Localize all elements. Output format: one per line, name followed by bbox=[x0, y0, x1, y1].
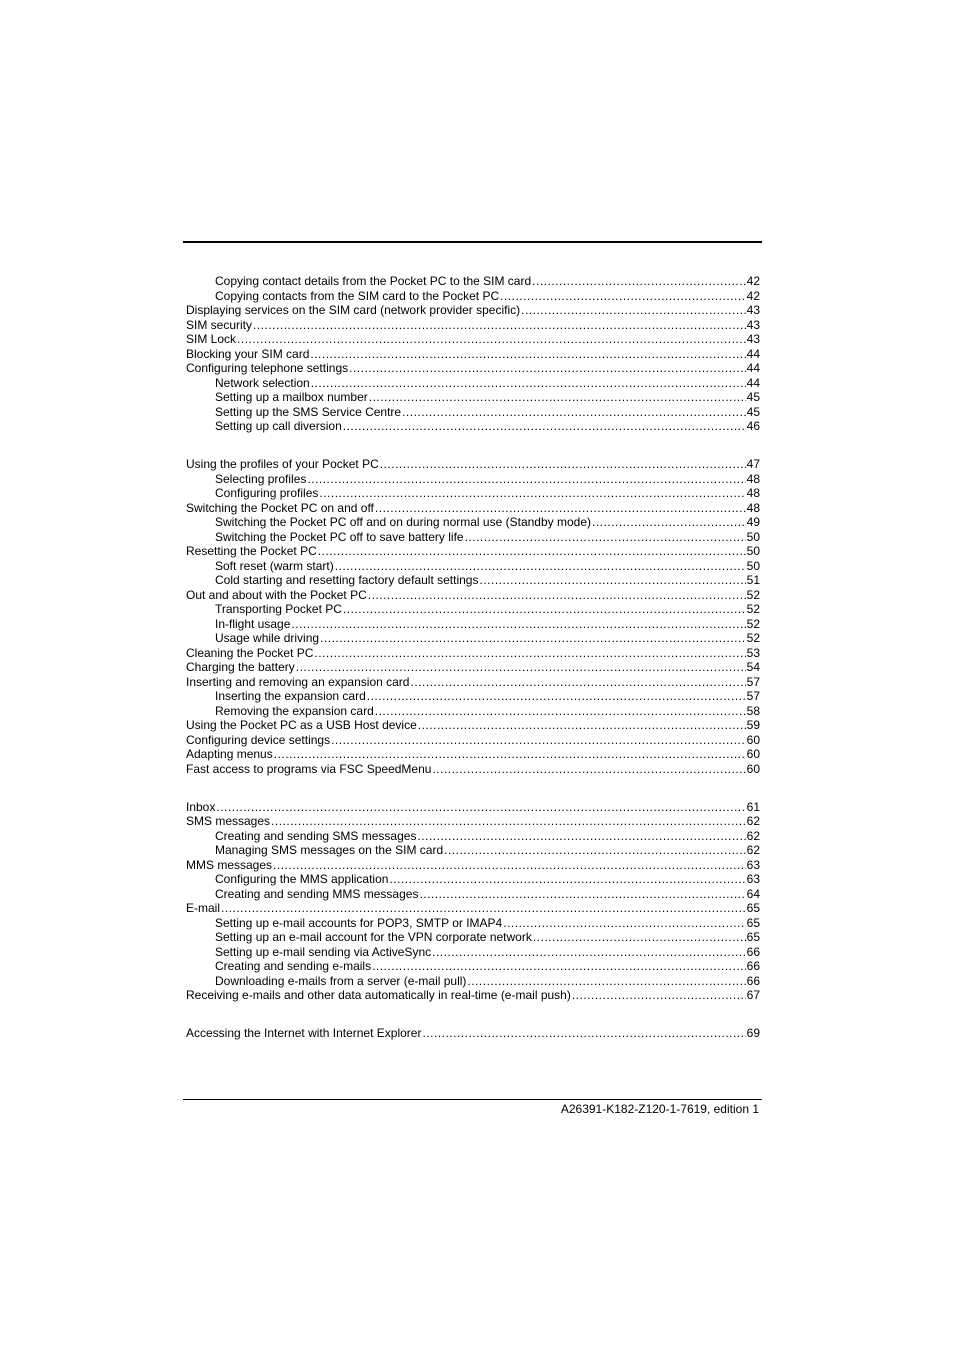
toc-entry-title: Configuring the MMS application bbox=[215, 872, 389, 886]
toc-entry[interactable] bbox=[186, 762, 760, 777]
toc-subentry[interactable] bbox=[186, 974, 760, 989]
toc-subentry[interactable] bbox=[186, 872, 760, 887]
toc-subentry[interactable] bbox=[186, 959, 760, 974]
toc-subentry[interactable] bbox=[186, 829, 760, 844]
toc-entry[interactable] bbox=[186, 1026, 760, 1041]
toc-entry-page: 59 bbox=[746, 718, 760, 732]
toc-entry[interactable] bbox=[186, 457, 760, 472]
toc-entry-title: Using the Pocket PC as a USB Host device bbox=[186, 718, 417, 732]
toc-entry-title: Resetting the Pocket PC bbox=[186, 544, 317, 558]
toc-entry-page: 62 bbox=[746, 814, 760, 828]
toc-entry-page: 43 bbox=[746, 303, 760, 317]
section-gap bbox=[186, 776, 760, 800]
toc-leader-dots bbox=[237, 332, 746, 347]
toc-entry-title: MMS messages bbox=[186, 857, 273, 872]
toc-entry-page: 43 bbox=[746, 317, 760, 332]
toc-leader-dots bbox=[314, 646, 745, 661]
toc-entry-page: 48 bbox=[746, 486, 760, 500]
toc-subentry[interactable] bbox=[186, 274, 760, 289]
toc-entry-title: SIM security bbox=[186, 317, 253, 332]
toc-entry-title: Inbox bbox=[186, 799, 216, 814]
toc-entry-title: Transporting Pocket PC bbox=[215, 602, 342, 616]
toc-leader-dots bbox=[320, 631, 746, 646]
toc-leader-dots bbox=[572, 988, 746, 1003]
toc-leader-dots bbox=[422, 1026, 745, 1041]
toc-entry-title: Copying contact details from the Pocket PC to the SIM card bbox=[215, 274, 532, 288]
toc-entry-title: Soft reset (warm start) bbox=[215, 558, 334, 573]
toc-entry[interactable] bbox=[186, 588, 760, 603]
toc-entry-page: 66 bbox=[746, 959, 760, 973]
toc-subentry[interactable] bbox=[186, 602, 760, 617]
toc-leader-dots bbox=[372, 959, 746, 974]
toc-entry-title: Configuring profiles bbox=[215, 486, 319, 500]
toc-subentry[interactable] bbox=[186, 405, 760, 420]
toc-subentry[interactable] bbox=[186, 916, 760, 931]
toc-leader-dots bbox=[274, 747, 746, 762]
toc-entry-title: Creating and sending SMS messages bbox=[215, 828, 417, 843]
toc-entry-title: Setting up call diversion bbox=[215, 419, 342, 433]
toc-entry[interactable] bbox=[186, 675, 760, 690]
toc-entry-page: 52 bbox=[746, 631, 760, 645]
toc-leader-dots bbox=[273, 858, 746, 873]
toc-subentry[interactable] bbox=[186, 843, 760, 858]
toc-entry-title: Copying contacts from the SIM card to the Pocket PC bbox=[215, 288, 500, 303]
toc-subentry[interactable] bbox=[186, 472, 760, 487]
toc-entry-title: SMS messages bbox=[186, 814, 271, 828]
toc-leader-dots bbox=[296, 660, 746, 675]
toc-leader-dots bbox=[389, 872, 745, 887]
toc-entry-title: Blocking your SIM card bbox=[186, 346, 310, 361]
section-gap bbox=[186, 1003, 760, 1027]
toc-entry[interactable] bbox=[186, 544, 760, 559]
toc-entry-title: Configuring telephone settings bbox=[186, 361, 349, 375]
toc-entry[interactable] bbox=[186, 303, 760, 318]
toc-entry-title: E-mail bbox=[186, 901, 221, 915]
toc-leader-dots bbox=[402, 405, 746, 420]
toc-subentry[interactable] bbox=[186, 704, 760, 719]
toc-entry-title: Setting up an e-mail account for the VPN corporate network bbox=[215, 930, 532, 944]
toc-entry-page: 48 bbox=[746, 471, 760, 486]
toc-subentry[interactable] bbox=[186, 573, 760, 588]
toc-leader-dots bbox=[465, 530, 746, 545]
toc-entry-title: Cleaning the Pocket PC bbox=[186, 645, 314, 660]
toc-subentry[interactable] bbox=[186, 945, 760, 960]
toc-entry-title: Removing the expansion card bbox=[215, 703, 374, 718]
toc-entry-page: 66 bbox=[746, 944, 760, 959]
toc-entry-page: 60 bbox=[746, 747, 760, 761]
toc-entry-page: 58 bbox=[746, 703, 760, 718]
toc-entry-page: 57 bbox=[746, 674, 760, 689]
toc-entry-title: SIM Lock bbox=[186, 332, 237, 346]
toc-entry-page: 42 bbox=[746, 288, 760, 303]
toc-leader-dots bbox=[380, 457, 746, 472]
toc-entry-page: 66 bbox=[746, 973, 760, 988]
section-gap bbox=[186, 434, 760, 458]
header-rule bbox=[183, 241, 762, 243]
toc-entry-title: Downloading e-mails from a server (e-mail pull) bbox=[215, 973, 467, 988]
toc-entry-page: 45 bbox=[746, 390, 760, 404]
toc-subentry[interactable] bbox=[186, 289, 760, 304]
toc-leader-dots bbox=[343, 602, 746, 617]
toc-entry[interactable] bbox=[186, 318, 760, 333]
toc-leader-dots bbox=[310, 347, 745, 362]
toc-leader-dots bbox=[503, 916, 745, 931]
toc-entry-title: Charging the battery bbox=[186, 660, 295, 674]
toc-subentry[interactable] bbox=[186, 486, 760, 501]
toc-leader-dots bbox=[253, 318, 746, 333]
toc-entry-title: Inserting and removing an expansion card bbox=[186, 674, 410, 689]
toc-entry-title: Configuring device settings bbox=[186, 732, 331, 747]
toc-leader-dots bbox=[368, 588, 746, 603]
toc-entry-page: 60 bbox=[746, 732, 760, 747]
toc-entry-title: Managing SMS messages on the SIM card bbox=[215, 843, 444, 857]
toc-subentry[interactable] bbox=[186, 376, 760, 391]
toc-leader-dots bbox=[335, 559, 746, 574]
toc-subentry[interactable] bbox=[186, 390, 760, 405]
toc-entry-page: 50 bbox=[746, 544, 760, 558]
toc-entry-page: 50 bbox=[746, 529, 760, 544]
toc-entry-title: Accessing the Internet with Internet Explorer bbox=[186, 1026, 422, 1040]
toc-entry-page: 52 bbox=[746, 616, 760, 631]
toc-entry-page: 62 bbox=[746, 843, 760, 857]
toc-entry-title: Fast access to programs via FSC SpeedMenu bbox=[186, 761, 432, 776]
toc-leader-dots bbox=[592, 515, 746, 530]
document-id: A26391-K182-Z120-1-7619, edition 1 bbox=[560, 1102, 759, 1116]
toc-subentry[interactable] bbox=[186, 530, 760, 545]
toc-entry[interactable] bbox=[186, 747, 760, 762]
toc-entry-page: 43 bbox=[746, 332, 760, 346]
toc-leader-dots bbox=[367, 689, 746, 704]
toc-leader-dots bbox=[307, 472, 745, 487]
toc-entry-title: Setting up e-mail sending via ActiveSync bbox=[215, 944, 432, 959]
toc-entry[interactable] bbox=[186, 660, 760, 675]
toc-subentry[interactable] bbox=[186, 617, 760, 632]
toc-entry-page: 65 bbox=[746, 915, 760, 930]
toc-entry-page: 62 bbox=[746, 828, 760, 843]
toc-leader-dots bbox=[432, 762, 745, 777]
toc-entry[interactable] bbox=[186, 361, 760, 376]
toc-entry[interactable] bbox=[186, 800, 760, 815]
toc-leader-dots bbox=[318, 544, 746, 559]
toc-subentry[interactable] bbox=[186, 689, 760, 704]
toc-subentry[interactable] bbox=[186, 559, 760, 574]
toc-entry-page: 57 bbox=[746, 689, 760, 703]
toc-entry-title: Switching the Pocket PC off and on during normal use (Standby mode) bbox=[215, 515, 591, 529]
toc-entry[interactable] bbox=[186, 901, 760, 916]
toc-leader-dots bbox=[349, 361, 746, 376]
toc-entry-title: Selecting profiles bbox=[215, 471, 307, 486]
toc-leader-dots bbox=[331, 733, 746, 748]
footer-rule bbox=[183, 1099, 762, 1100]
toc-entry-title: Creating and sending MMS messages bbox=[215, 886, 419, 901]
toc-entry[interactable] bbox=[186, 858, 760, 873]
toc-entry-title: Usage while driving bbox=[215, 631, 320, 645]
toc-entry-title: Setting up a mailbox number bbox=[215, 390, 368, 404]
toc-entry-page: 44 bbox=[746, 361, 760, 375]
toc-entry-page: 69 bbox=[746, 1026, 760, 1040]
toc-entry-title: Setting up e-mail accounts for POP3, SMTP or IMAP4 bbox=[215, 915, 503, 930]
toc-entry-title: Switching the Pocket PC on and off bbox=[186, 500, 374, 515]
toc-entry-page: 46 bbox=[746, 419, 760, 433]
toc-leader-dots bbox=[417, 829, 745, 844]
toc-entry-page: 51 bbox=[746, 573, 760, 587]
toc-entry-title: Adapting menus bbox=[186, 747, 273, 761]
toc-leader-dots bbox=[311, 376, 746, 391]
toc-entry[interactable] bbox=[186, 718, 760, 733]
toc-entry[interactable] bbox=[186, 501, 760, 516]
toc-entry-page: 49 bbox=[746, 515, 760, 529]
toc-entry-title: Network selection bbox=[215, 375, 310, 390]
toc-leader-dots bbox=[432, 945, 746, 960]
toc-leader-dots bbox=[467, 974, 745, 989]
toc-entry-title: Switching the Pocket PC off to save battery life bbox=[215, 529, 464, 544]
toc-entry-title: In-flight usage bbox=[215, 616, 291, 631]
toc-leader-dots bbox=[410, 675, 745, 690]
toc-entry-page: 52 bbox=[746, 602, 760, 616]
toc-entry-title: Receiving e-mails and other data automatically in real-time (e-mail push) bbox=[186, 988, 571, 1002]
toc-leader-dots bbox=[319, 486, 745, 501]
toc-entry[interactable] bbox=[186, 646, 760, 661]
toc-subentry[interactable] bbox=[186, 930, 760, 945]
toc-entry-page: 67 bbox=[746, 988, 760, 1002]
toc-entry-page: 44 bbox=[746, 375, 760, 390]
toc-entry-page: 60 bbox=[746, 761, 760, 776]
toc-entry-page: 61 bbox=[746, 799, 760, 814]
toc-entry-title: Cold starting and resetting factory default settings bbox=[215, 573, 479, 587]
toc-leader-dots bbox=[271, 814, 746, 829]
toc-entry-page: 52 bbox=[746, 587, 760, 602]
toc-subentry[interactable] bbox=[186, 419, 760, 434]
toc-leader-dots bbox=[375, 704, 746, 719]
toc-subentry[interactable] bbox=[186, 515, 760, 530]
toc-leader-dots bbox=[521, 303, 746, 318]
toc-leader-dots bbox=[532, 274, 745, 289]
toc-leader-dots bbox=[500, 289, 746, 304]
toc-entry-page: 42 bbox=[746, 274, 760, 288]
toc-leader-dots bbox=[291, 617, 745, 632]
toc-entry-title: Out and about with the Pocket PC bbox=[186, 587, 367, 602]
toc-entry-page: 48 bbox=[746, 500, 760, 515]
toc-entry[interactable] bbox=[186, 733, 760, 748]
toc-entry-page: 44 bbox=[746, 346, 760, 361]
toc-leader-dots bbox=[369, 390, 746, 405]
toc-leader-dots bbox=[343, 419, 746, 434]
toc-entry-page: 45 bbox=[746, 404, 760, 419]
toc-entry-title: Inserting the expansion card bbox=[215, 689, 366, 703]
toc-leader-dots bbox=[533, 930, 746, 945]
toc-leader-dots bbox=[479, 573, 745, 588]
table-of-contents bbox=[186, 274, 760, 1041]
toc-leader-dots bbox=[418, 718, 746, 733]
toc-entry-page: 63 bbox=[746, 857, 760, 872]
toc-leader-dots bbox=[216, 800, 745, 815]
toc-entry-page: 64 bbox=[746, 886, 760, 901]
toc-entry-title: Using the profiles of your Pocket PC bbox=[186, 457, 379, 471]
toc-entry-page: 50 bbox=[746, 558, 760, 573]
toc-leader-dots bbox=[221, 901, 746, 916]
toc-entry-page: 65 bbox=[746, 930, 760, 944]
toc-entry-page: 63 bbox=[746, 872, 760, 886]
toc-entry-page: 47 bbox=[746, 457, 760, 471]
toc-entry[interactable] bbox=[186, 988, 760, 1003]
toc-entry-page: 53 bbox=[746, 645, 760, 660]
toc-entry-title: Setting up the SMS Service Centre bbox=[215, 404, 402, 419]
toc-leader-dots bbox=[419, 887, 745, 902]
toc-entry[interactable] bbox=[186, 332, 760, 347]
toc-entry-title: Displaying services on the SIM card (network provider specific) bbox=[186, 303, 521, 317]
toc-subentry[interactable] bbox=[186, 887, 760, 902]
toc-entry[interactable] bbox=[186, 347, 760, 362]
toc-subentry[interactable] bbox=[186, 631, 760, 646]
toc-entry[interactable] bbox=[186, 814, 760, 829]
toc-entry-page: 54 bbox=[746, 660, 760, 674]
toc-leader-dots bbox=[375, 501, 746, 516]
toc-entry-title: Creating and sending e-mails bbox=[215, 959, 372, 973]
toc-leader-dots bbox=[444, 843, 746, 858]
toc-entry-page: 65 bbox=[746, 901, 760, 915]
